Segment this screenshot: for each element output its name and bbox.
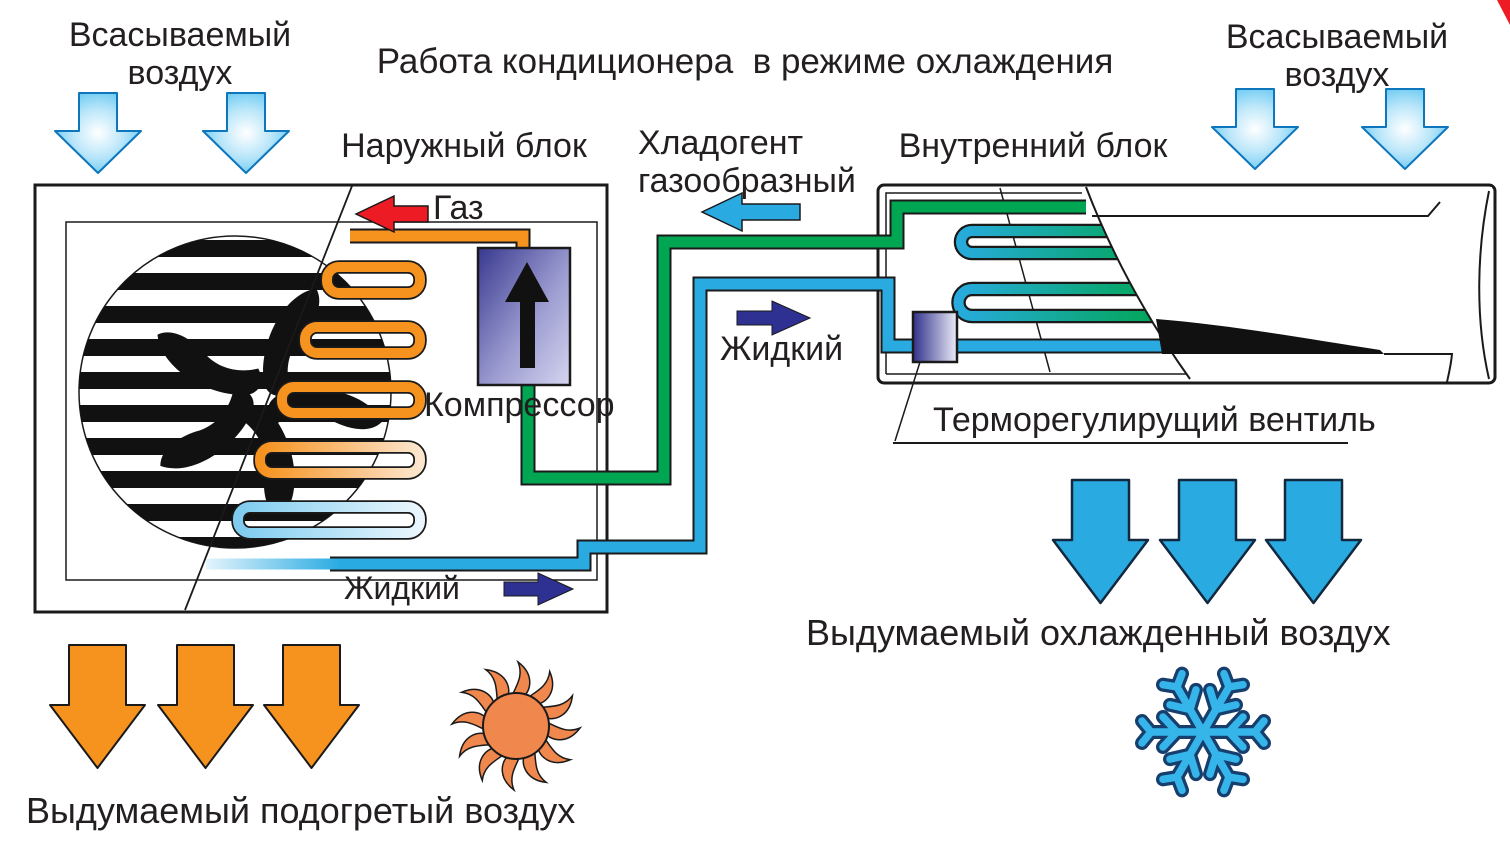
- heated-air-arrow-1: [50, 645, 145, 768]
- thermo-valve: [913, 312, 957, 362]
- sun-icon: [452, 662, 580, 790]
- liquid-label-bottom: Жидкий: [344, 570, 460, 606]
- refrigerant-gas-label: Хладогент газообразный: [638, 124, 856, 201]
- cooled-air-arrow-1: [1053, 480, 1148, 603]
- outdoor-unit-label: Наружный блок: [341, 127, 587, 165]
- cooled-air-arrow-2: [1160, 480, 1255, 603]
- gas-label: Газ: [433, 189, 484, 227]
- intake-air-arrow-right-1: [1212, 89, 1298, 169]
- heated-air-label: Выдумаемый подогретый воздух: [26, 790, 576, 831]
- heated-air-arrow-2: [158, 645, 253, 768]
- corner-mark: [1497, 0, 1510, 25]
- compressor-label: Компрессор: [424, 386, 615, 424]
- compressor: [478, 248, 570, 385]
- cooled-air-arrow-3: [1266, 480, 1361, 603]
- cooled-air-label: Выдумаемый охлажденный воздух: [806, 612, 1391, 653]
- snowflake-icon: [1142, 672, 1264, 793]
- intake-air-arrow-left-2: [203, 93, 289, 173]
- thermo-valve-label: Терморегулирущий вентиль: [933, 401, 1376, 439]
- page-title: Работа кондиционера в режиме охлаждения: [376, 42, 1114, 81]
- heated-air-arrow-3: [264, 645, 359, 768]
- intake-air-label-right: Всасываемый воздух: [1225, 18, 1449, 95]
- intake-air-label-left: Всасываемый воздух: [68, 16, 292, 93]
- intake-air-arrow-left-1: [55, 93, 141, 173]
- indoor-unit-label: Внутренний блок: [898, 127, 1168, 165]
- liquid-label-mid: Жидкий: [720, 330, 844, 368]
- intake-air-arrow-right-2: [1362, 89, 1448, 169]
